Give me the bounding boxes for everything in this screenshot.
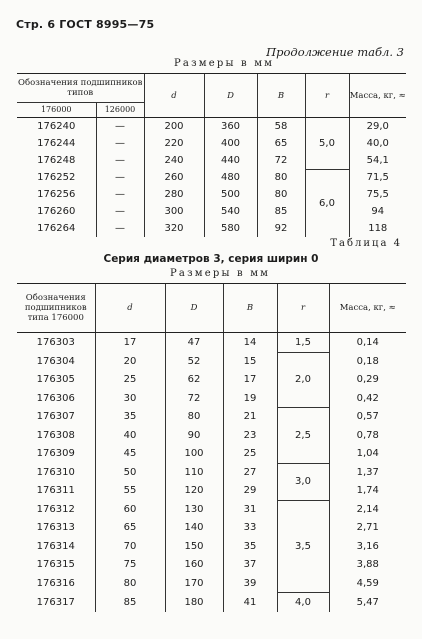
mass-header: Масса, кг, ≈ (349, 74, 406, 118)
d-cell: 50 (95, 463, 165, 482)
mass-cell: 75,5 (349, 186, 406, 203)
D-cell: 150 (165, 537, 223, 556)
D-cell: 140 (165, 519, 223, 538)
designation-cell: 176313 (36, 522, 75, 534)
D-cell: 480 (204, 169, 257, 186)
mass-cell: 2,71 (329, 519, 406, 538)
D-cell: 72 (165, 389, 223, 408)
B-cell: 14 (223, 333, 277, 353)
D-cell: 100 (165, 445, 223, 464)
d-header: d (144, 74, 204, 118)
table-row (17, 352, 406, 371)
mass-cell: 3,88 (329, 556, 406, 575)
table-row (17, 482, 406, 501)
d-cell: 240 (144, 152, 204, 169)
d-cell: 280 (144, 186, 204, 203)
D-cell: 360 (204, 118, 257, 136)
D-cell: 52 (165, 352, 223, 371)
mass-cell: 0,78 (329, 426, 406, 445)
d-cell: 200 (144, 118, 204, 136)
d-cell: 65 (95, 519, 165, 538)
designation-cell: 176309 (36, 448, 75, 460)
D-cell: 400 (204, 135, 257, 152)
r-cell: 4,0 (277, 593, 329, 612)
B-cell: 33 (223, 519, 277, 538)
page-header: Стр. 6 ГОСТ 8995—75 (16, 18, 155, 31)
designation-b: — (96, 186, 144, 203)
designation-header: Обозначения подшипников типа 176000 (17, 284, 95, 333)
D-cell: 500 (204, 186, 257, 203)
D-cell: 160 (165, 556, 223, 575)
designation-cell: 176307 (36, 411, 75, 423)
continuation-label: Продолжение табл. 3 (266, 45, 404, 59)
table2-units: Размеры в мм (170, 268, 271, 279)
D-cell: 62 (165, 371, 223, 390)
r-cell: 2,5 (277, 408, 329, 464)
D-cell: 170 (165, 574, 223, 593)
d-cell: 220 (144, 135, 204, 152)
d-cell: 70 (95, 537, 165, 556)
r-cell: 1,5 (277, 333, 329, 353)
table-row (17, 500, 406, 519)
B-cell: 41 (223, 593, 277, 612)
mass-header: Масса, кг, ≈ (329, 284, 406, 333)
table-row (17, 556, 406, 575)
designation-b: — (96, 135, 144, 152)
mass-cell: 2,14 (329, 500, 406, 519)
B-cell: 80 (257, 169, 305, 186)
designation-b: — (96, 203, 144, 220)
designation-a: 176248 (37, 155, 76, 166)
B-cell: 39 (223, 574, 277, 593)
D-cell: 120 (165, 482, 223, 501)
mass-cell: 4,59 (329, 574, 406, 593)
d-cell: 55 (95, 482, 165, 501)
d-header: d (95, 284, 165, 333)
B-cell: 19 (223, 389, 277, 408)
mass-cell: 94 (349, 203, 406, 220)
designation-cell: 176305 (36, 374, 75, 386)
designation-a: 176244 (37, 138, 76, 149)
table-row (17, 333, 406, 353)
d-cell: 260 (144, 169, 204, 186)
B-cell: 92 (257, 220, 305, 237)
table-row (17, 426, 406, 445)
d-cell: 20 (95, 352, 165, 371)
table-row (17, 118, 406, 136)
B-cell: 27 (223, 463, 277, 482)
designation-cell: 176310 (36, 466, 75, 478)
mass-cell: 0,18 (329, 352, 406, 371)
designation-cell: 176306 (36, 392, 75, 404)
d-cell: 40 (95, 426, 165, 445)
designation-b: — (96, 118, 144, 136)
table-row (17, 445, 406, 464)
B-cell: 21 (223, 408, 277, 427)
D-header: D (165, 284, 223, 333)
designation-cell: 176304 (36, 355, 75, 367)
table-row (17, 574, 406, 593)
r-cell: 5,0 (305, 118, 349, 170)
d-cell: 320 (144, 220, 204, 237)
mass-cell: 0,42 (329, 389, 406, 408)
table-row (17, 169, 406, 186)
designation-cell: 176316 (36, 577, 75, 589)
table3-continued (17, 73, 406, 237)
D-cell: 80 (165, 408, 223, 427)
B-cell: 80 (257, 186, 305, 203)
d-cell: 75 (95, 556, 165, 575)
mass-cell: 118 (349, 220, 406, 237)
r-cell: 2,0 (277, 352, 329, 408)
mass-cell: 0,57 (329, 408, 406, 427)
designation-a: 176264 (37, 223, 76, 234)
table-row (17, 537, 406, 556)
d-cell: 35 (95, 408, 165, 427)
mass-cell: 29,0 (349, 118, 406, 136)
type-176000-header: 176000 (17, 103, 96, 118)
designation-header: Обозначения подшипников типов (17, 74, 144, 103)
mass-cell: 5,47 (329, 593, 406, 612)
designation-a: 176240 (37, 121, 76, 132)
r-cell: 3,0 (277, 463, 329, 500)
table-row (17, 519, 406, 538)
r-cell: 3,5 (277, 500, 329, 593)
table-row (17, 408, 406, 427)
table-row (17, 371, 406, 390)
B-cell: 23 (223, 426, 277, 445)
designation-a: 176260 (37, 206, 76, 217)
mass-cell: 0,14 (329, 333, 406, 353)
r-cell: 6,0 (305, 169, 349, 237)
mass-cell: 0,29 (329, 371, 406, 390)
table-row (17, 593, 406, 612)
D-cell: 47 (165, 333, 223, 353)
designation-cell: 176314 (36, 540, 75, 552)
D-cell: 540 (204, 203, 257, 220)
series-title: Серия диаметров 3, серия ширин 0 (103, 253, 319, 265)
d-cell: 45 (95, 445, 165, 464)
D-cell: 180 (165, 593, 223, 612)
B-cell: 72 (257, 152, 305, 169)
designation-cell: 176308 (36, 429, 75, 441)
B-cell: 17 (223, 371, 277, 390)
d-cell: 17 (95, 333, 165, 353)
designation-cell: 176312 (36, 503, 75, 515)
B-cell: 85 (257, 203, 305, 220)
mass-cell: 1,37 (329, 463, 406, 482)
designation-b: — (96, 220, 144, 237)
table-number: Таблица 4 (330, 238, 402, 249)
mass-cell: 1,04 (329, 445, 406, 464)
designation-cell: 176311 (36, 485, 75, 497)
D-cell: 90 (165, 426, 223, 445)
designation-b: — (96, 169, 144, 186)
r-header: r (277, 284, 329, 333)
mass-cell: 3,16 (329, 537, 406, 556)
D-cell: 440 (204, 152, 257, 169)
designation-b: — (96, 152, 144, 169)
B-cell: 29 (223, 482, 277, 501)
B-cell: 25 (223, 445, 277, 464)
designation-cell: 176317 (36, 596, 75, 608)
type-126000-header: 126000 (96, 103, 144, 118)
B-header: B (223, 284, 277, 333)
table-row (17, 389, 406, 408)
designation-cell: 176303 (36, 337, 75, 348)
B-header: B (257, 74, 305, 118)
table-row (17, 463, 406, 482)
B-cell: 58 (257, 118, 305, 136)
D-cell: 110 (165, 463, 223, 482)
D-cell: 130 (165, 500, 223, 519)
mass-cell: 54,1 (349, 152, 406, 169)
d-cell: 30 (95, 389, 165, 408)
B-cell: 65 (257, 135, 305, 152)
d-cell: 60 (95, 500, 165, 519)
B-cell: 37 (223, 556, 277, 575)
D-header: D (204, 74, 257, 118)
designation-a: 176252 (37, 172, 76, 183)
table4 (17, 283, 406, 612)
d-cell: 25 (95, 371, 165, 390)
r-header: r (305, 74, 349, 118)
d-cell: 85 (95, 593, 165, 612)
mass-cell: 40,0 (349, 135, 406, 152)
d-cell: 300 (144, 203, 204, 220)
mass-cell: 1,74 (329, 482, 406, 501)
B-cell: 31 (223, 500, 277, 519)
table1-units: Размеры в мм (174, 58, 275, 69)
designation-a: 176256 (37, 189, 76, 200)
designation-cell: 176315 (36, 559, 75, 571)
B-cell: 35 (223, 537, 277, 556)
mass-cell: 71,5 (349, 169, 406, 186)
d-cell: 80 (95, 574, 165, 593)
B-cell: 15 (223, 352, 277, 371)
D-cell: 580 (204, 220, 257, 237)
